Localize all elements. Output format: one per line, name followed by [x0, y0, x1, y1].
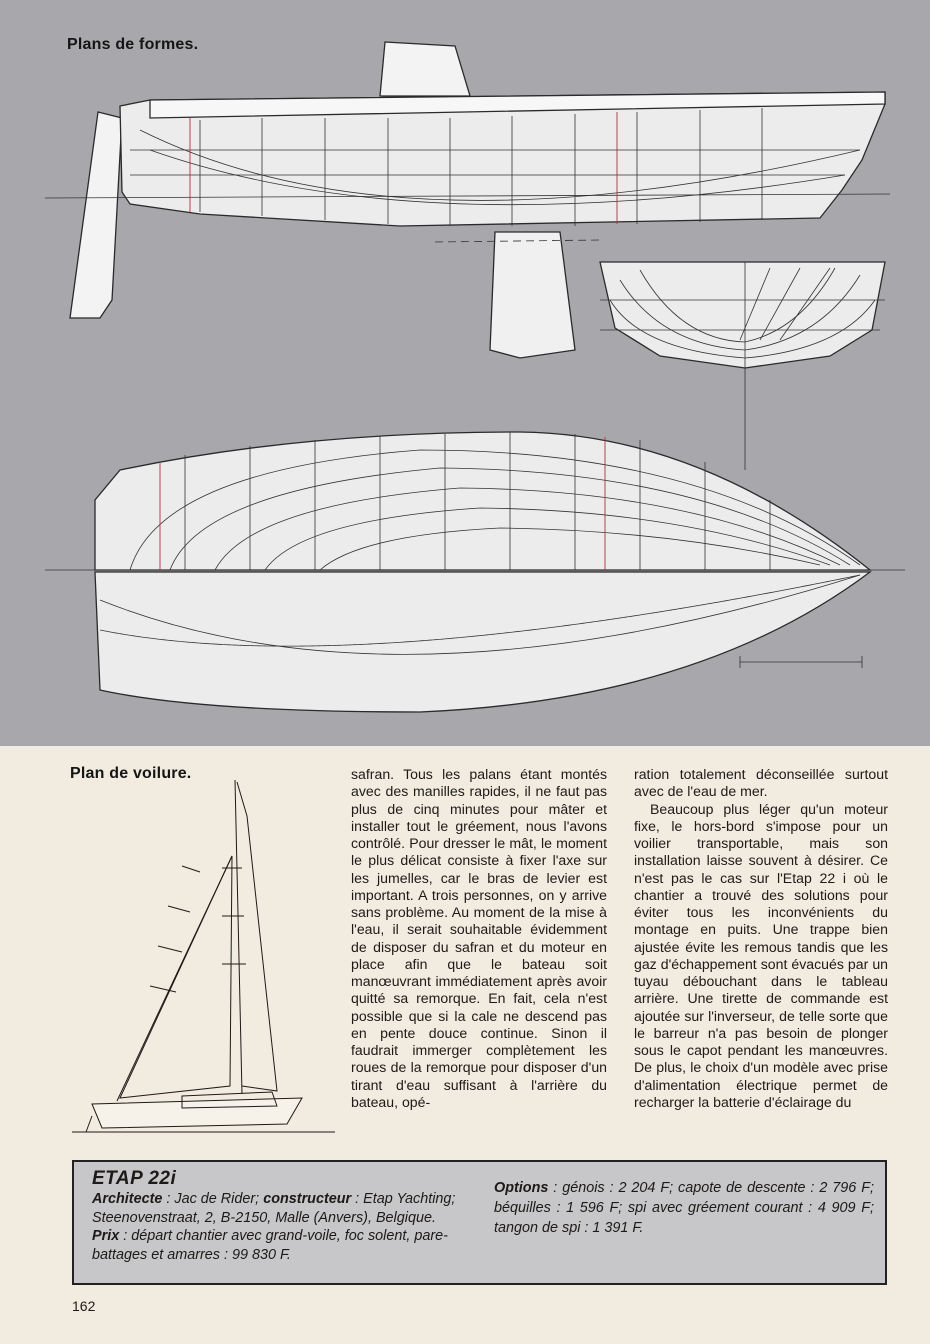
price-label: Prix: [92, 1228, 120, 1245]
article-column-3: [634, 766, 888, 1111]
mainsail: [237, 782, 277, 1091]
specifications-box: [72, 1160, 887, 1285]
half-breadth-plan: [45, 432, 905, 712]
page-number: 162: [72, 1298, 96, 1314]
options-value: génois : 2 204 F; capote de descente : 2 796 F; béquilles : 1 596 F; spi avec gréement courant : 4 909 F; tangon de spi : 1 391 F.: [494, 1180, 875, 1236]
specs-left: ETAP 22i Architecte : Jac de Rider; constructeur : Etap Yachting; Steenovenstraat, 2, B-2150, Malle (Anvers), Belgique. Prix : départ chantier avec grand-voile, foc solent, pare-battages et amarres : 99 830 F.: [92, 1170, 472, 1264]
specs-right: Options : génois : 2 204 F; capote de descente : 2 796 F; béquilles : 1 596 F; spi avec gréement courant : 4 909 F; tangon de spi : 1 391 F.: [494, 1180, 875, 1236]
column-3-para-1: ration totalement déconseillée surtout avec de l'eau de mer.: [634, 766, 888, 800]
architect-value: Jac de Rider;: [174, 1191, 260, 1208]
price-value: départ chantier avec grand-voile, foc solent, pare-battages et amarres : 99 830 F.: [92, 1228, 448, 1263]
lines-plan-title: Plans de formes.: [67, 36, 199, 53]
jib: [120, 856, 232, 1098]
builder-label: constructeur: [263, 1191, 352, 1208]
specs-title: ETAP 22i: [92, 1168, 177, 1189]
sail-plan-title: Plan de voilure.: [70, 765, 192, 782]
builder-value: Etap Yachting; Steenovenstraat, 2, B-2150, Malle (Anvers), Belgique.: [92, 1191, 456, 1226]
column-2-text: safran. Tous les palans étant montés avec des manilles rapides, il ne faut pas plus de cinq minutes pour mâter et installer tout le gréement, nous l'avons contrôlé. Pour dresser le mât, le moment le plus délicat consiste à fixer l'axe sur les jumelles, car le bras de levier est important. A trois personnes, on y arrive sans problème. Au moment de la mise à l'eau, il serait souhaitable évidemment de disposer du safran et du moteur en place afin que le bateau soit manœuvrant immédiatement après avoir quitté sa remorque. En fait, cela n'est possible que si la cale ne descend pas en pente douce continue. Sinon il faudrait immerger complètement les roues de la remorque pour disposer d'un tirant d'eau suffisant à l'arrière du bateau, opé-: [351, 766, 607, 1110]
options-label: Options: [494, 1180, 549, 1196]
architect-label: Architecte: [92, 1191, 163, 1208]
sail-plan-drawing: [72, 776, 335, 1136]
article-column-2: [351, 766, 607, 1111]
sail-plan-hull: [92, 1098, 302, 1128]
mast: [235, 780, 242, 1094]
body-plan: [600, 262, 885, 470]
column-3-para-2: Beaucoup plus léger qu'un moteur fixe, le hors-bord s'impose pour un voilier transportable, mais son installation laisse souvent à désirer. Ce n'est pas le cas sur l'Etap 22 i où le chantier a trouvé des solutions pour éviter tous les inconvénients du montage en puits. Une trappe bien ajustée évite les remous tandis que les gaz d'échappement sont évacués par un tuyau débouchant dans le tableau arrière. Une tirette de commande est ajoutée sur l'inverseur, de telle sorte que le barreur n'a pas besoin de plonger sous le capot pendant les manœuvres. De plus, le choix d'un modèle avec prise d'alimentation électrique permet de recharger la batterie d'éclairage du: [634, 800, 888, 1110]
